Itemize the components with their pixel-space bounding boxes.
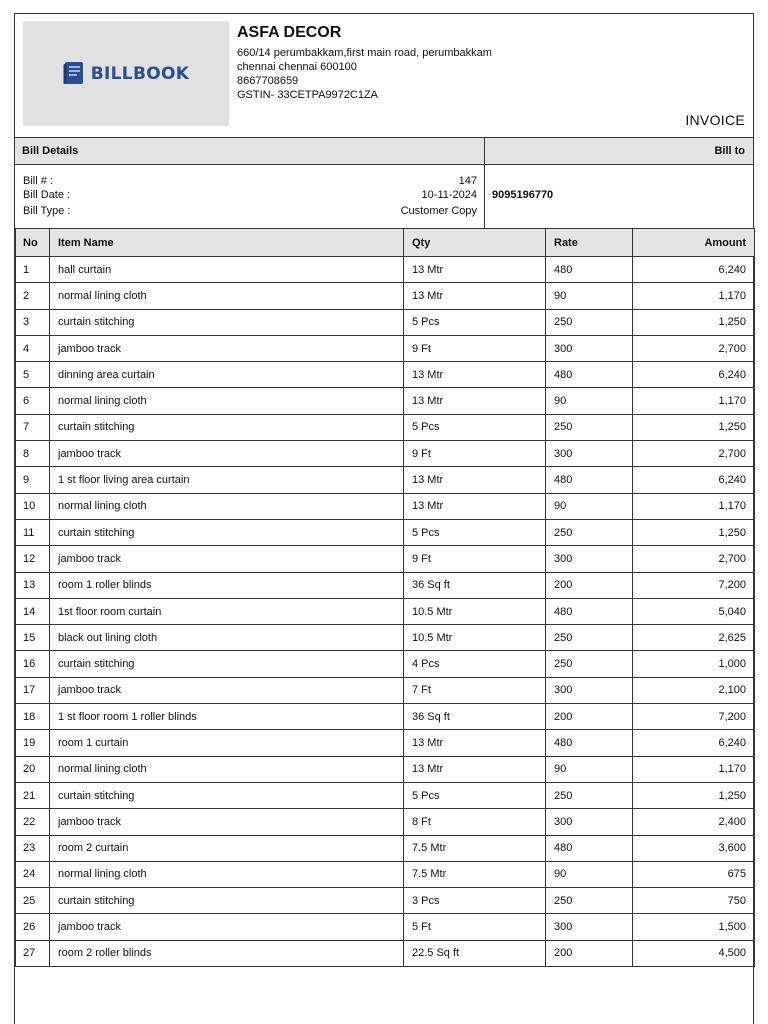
table-row <box>16 651 755 677</box>
item-amount: 1,250 <box>633 519 755 545</box>
item-rate: 90 <box>546 388 633 414</box>
item-qty: 36 Sq ft <box>404 572 546 598</box>
item-rate: 300 <box>546 441 633 467</box>
item-name: normal lining cloth <box>50 756 404 782</box>
bill-date-label: Bill Date : <box>23 189 71 201</box>
invoice-sheet <box>14 13 754 1024</box>
bill-type-row <box>23 205 477 217</box>
table-row <box>16 519 755 545</box>
item-qty: 13 Mtr <box>404 362 546 388</box>
item-no: 20 <box>16 756 50 782</box>
item-amount: 1,170 <box>633 283 755 309</box>
item-no: 22 <box>16 809 50 835</box>
item-name: jamboo track <box>50 546 404 572</box>
item-rate: 250 <box>546 888 633 914</box>
item-rate: 90 <box>546 283 633 309</box>
book-icon <box>63 61 85 86</box>
item-qty: 13 Mtr <box>404 388 546 414</box>
item-rate: 250 <box>546 519 633 545</box>
item-no: 21 <box>16 782 50 808</box>
item-no: 16 <box>16 651 50 677</box>
bill-type-label: Bill Type : <box>23 205 71 217</box>
item-rate: 90 <box>546 861 633 887</box>
table-row <box>16 704 755 730</box>
item-qty: 13 Mtr <box>404 730 546 756</box>
table-row <box>16 782 755 808</box>
table-row <box>16 546 755 572</box>
item-qty: 13 Mtr <box>404 467 546 493</box>
table-row <box>16 809 755 835</box>
item-amount: 6,240 <box>633 467 755 493</box>
table-row <box>16 940 755 966</box>
table-row <box>16 493 755 519</box>
bill-type-value: Customer Copy <box>400 205 477 217</box>
item-name: normal lining cloth <box>50 861 404 887</box>
table-row <box>16 441 755 467</box>
item-amount: 2,400 <box>633 809 755 835</box>
item-amount: 4,500 <box>633 940 755 966</box>
bill-number-row <box>23 175 477 187</box>
item-qty: 5 Pcs <box>404 309 546 335</box>
item-rate: 250 <box>546 782 633 808</box>
bill-details-label: Bill Details <box>22 145 79 157</box>
item-no: 3 <box>16 309 50 335</box>
items-table <box>15 228 755 967</box>
item-no: 18 <box>16 704 50 730</box>
table-header-row <box>16 229 755 257</box>
item-amount: 1,500 <box>633 914 755 940</box>
item-no: 10 <box>16 493 50 519</box>
item-qty: 9 Ft <box>404 441 546 467</box>
item-rate: 300 <box>546 546 633 572</box>
item-amount: 1,250 <box>633 414 755 440</box>
item-rate: 90 <box>546 756 633 782</box>
item-amount: 1,170 <box>633 388 755 414</box>
item-no: 1 <box>16 257 50 283</box>
item-name: room 2 roller blinds <box>50 940 404 966</box>
item-no: 9 <box>16 467 50 493</box>
item-rate: 250 <box>546 414 633 440</box>
item-rate: 200 <box>546 940 633 966</box>
item-qty: 3 Pcs <box>404 888 546 914</box>
item-qty: 7.5 Mtr <box>404 835 546 861</box>
item-rate: 250 <box>546 625 633 651</box>
bill-to-label: Bill to <box>714 145 745 157</box>
bill-date-row <box>23 189 477 201</box>
item-amount: 675 <box>633 861 755 887</box>
item-no: 26 <box>16 914 50 940</box>
item-rate: 250 <box>546 651 633 677</box>
company-gstin: GSTIN- 33CETPA9972C1ZA <box>237 89 379 101</box>
item-amount: 5,040 <box>633 598 755 624</box>
bill-number-value: 147 <box>458 175 477 187</box>
item-amount: 1,000 <box>633 651 755 677</box>
table-row <box>16 677 755 703</box>
logo-wordmark: BILLBOOK <box>90 63 190 84</box>
company-name: ASFA DECOR <box>237 24 342 41</box>
header-no: No <box>16 229 50 257</box>
table-row <box>16 467 755 493</box>
table-row <box>16 257 755 283</box>
item-rate: 480 <box>546 467 633 493</box>
item-qty: 36 Sq ft <box>404 704 546 730</box>
bill-details-header <box>15 137 753 165</box>
table-row <box>16 283 755 309</box>
item-rate: 200 <box>546 572 633 598</box>
table-row <box>16 861 755 887</box>
item-amount: 1,170 <box>633 756 755 782</box>
table-row <box>16 598 755 624</box>
item-name: normal lining cloth <box>50 283 404 309</box>
header-qty: Qty <box>404 229 546 257</box>
item-rate: 200 <box>546 704 633 730</box>
item-qty: 13 Mtr <box>404 493 546 519</box>
item-amount: 3,600 <box>633 835 755 861</box>
item-rate: 480 <box>546 362 633 388</box>
item-qty: 5 Ft <box>404 914 546 940</box>
item-no: 11 <box>16 519 50 545</box>
item-name: curtain stitching <box>50 519 404 545</box>
item-name: curtain stitching <box>50 782 404 808</box>
item-name: 1st floor room curtain <box>50 598 404 624</box>
bill-to-value: 9095196770 <box>492 189 554 201</box>
table-row <box>16 309 755 335</box>
table-row <box>16 914 755 940</box>
item-no: 8 <box>16 441 50 467</box>
invoice-title: INVOICE <box>685 112 745 128</box>
table-row <box>16 756 755 782</box>
item-qty: 5 Pcs <box>404 519 546 545</box>
item-no: 2 <box>16 283 50 309</box>
item-name: jamboo track <box>50 677 404 703</box>
item-amount: 750 <box>633 888 755 914</box>
item-no: 6 <box>16 388 50 414</box>
table-row <box>16 388 755 414</box>
company-info <box>237 24 492 102</box>
table-row <box>16 362 755 388</box>
company-address-line2: chennai chennai 600100 <box>237 61 357 73</box>
item-no: 12 <box>16 546 50 572</box>
table-row <box>16 572 755 598</box>
item-no: 17 <box>16 677 50 703</box>
header-item-name: Item Name <box>50 229 404 257</box>
item-no: 13 <box>16 572 50 598</box>
item-rate: 300 <box>546 809 633 835</box>
item-rate: 300 <box>546 335 633 361</box>
item-rate: 480 <box>546 835 633 861</box>
item-no: 27 <box>16 940 50 966</box>
item-name: 1 st floor room 1 roller blinds <box>50 704 404 730</box>
item-no: 23 <box>16 835 50 861</box>
table-row <box>16 335 755 361</box>
item-no: 15 <box>16 625 50 651</box>
item-qty: 7 Ft <box>404 677 546 703</box>
item-name: jamboo track <box>50 335 404 361</box>
table-row <box>16 888 755 914</box>
item-name: curtain stitching <box>50 309 404 335</box>
item-name: normal lining cloth <box>50 388 404 414</box>
item-no: 19 <box>16 730 50 756</box>
table-row <box>16 414 755 440</box>
item-qty: 10.5 Mtr <box>404 625 546 651</box>
item-no: 25 <box>16 888 50 914</box>
item-qty: 5 Pcs <box>404 414 546 440</box>
item-amount: 2,100 <box>633 677 755 703</box>
item-rate: 480 <box>546 598 633 624</box>
item-amount: 2,700 <box>633 335 755 361</box>
item-name: 1 st floor living area curtain <box>50 467 404 493</box>
item-no: 4 <box>16 335 50 361</box>
item-qty: 10.5 Mtr <box>404 598 546 624</box>
item-no: 14 <box>16 598 50 624</box>
item-qty: 5 Pcs <box>404 782 546 808</box>
item-name: curtain stitching <box>50 651 404 677</box>
item-name: hall curtain <box>50 257 404 283</box>
item-amount: 6,240 <box>633 362 755 388</box>
item-qty: 7.5 Mtr <box>404 861 546 887</box>
item-qty: 9 Ft <box>404 335 546 361</box>
item-amount: 2,700 <box>633 546 755 572</box>
company-logo <box>23 21 229 126</box>
item-name: normal lining cloth <box>50 493 404 519</box>
item-name: room 1 curtain <box>50 730 404 756</box>
item-name: curtain stitching <box>50 414 404 440</box>
item-qty: 9 Ft <box>404 546 546 572</box>
item-qty: 13 Mtr <box>404 756 546 782</box>
item-rate: 300 <box>546 677 633 703</box>
company-phone: 8667708659 <box>237 75 299 87</box>
item-name: black out lining cloth <box>50 625 404 651</box>
item-rate: 250 <box>546 309 633 335</box>
bill-date-value: 10-11-2024 <box>421 189 477 201</box>
item-name: jamboo track <box>50 914 404 940</box>
item-no: 5 <box>16 362 50 388</box>
item-name: room 2 curtain <box>50 835 404 861</box>
item-amount: 2,625 <box>633 625 755 651</box>
item-name: curtain stitching <box>50 888 404 914</box>
item-name: dinning area curtain <box>50 362 404 388</box>
item-amount: 6,240 <box>633 257 755 283</box>
bill-number-label: Bill # : <box>23 175 53 187</box>
item-rate: 480 <box>546 730 633 756</box>
item-no: 7 <box>16 414 50 440</box>
item-qty: 8 Ft <box>404 809 546 835</box>
item-qty: 4 Pcs <box>404 651 546 677</box>
item-name: jamboo track <box>50 441 404 467</box>
item-qty: 13 Mtr <box>404 283 546 309</box>
table-row <box>16 730 755 756</box>
company-address-line1: 660/14 perumbakkam,first main road, perumbakkam <box>237 47 492 59</box>
item-amount: 6,240 <box>633 730 755 756</box>
header-amount: Amount <box>633 229 755 257</box>
item-rate: 90 <box>546 493 633 519</box>
header-rate: Rate <box>546 229 633 257</box>
item-amount: 2,700 <box>633 441 755 467</box>
item-qty: 13 Mtr <box>404 257 546 283</box>
item-amount: 7,200 <box>633 572 755 598</box>
item-amount: 1,170 <box>633 493 755 519</box>
item-name: room 1 roller blinds <box>50 572 404 598</box>
item-rate: 480 <box>546 257 633 283</box>
item-qty: 22.5 Sq ft <box>404 940 546 966</box>
item-amount: 1,250 <box>633 309 755 335</box>
item-amount: 1,250 <box>633 782 755 808</box>
table-row <box>16 625 755 651</box>
item-name: jamboo track <box>50 809 404 835</box>
bill-details-body <box>15 165 753 228</box>
item-amount: 7,200 <box>633 704 755 730</box>
item-no: 24 <box>16 861 50 887</box>
item-rate: 300 <box>546 914 633 940</box>
table-row <box>16 835 755 861</box>
